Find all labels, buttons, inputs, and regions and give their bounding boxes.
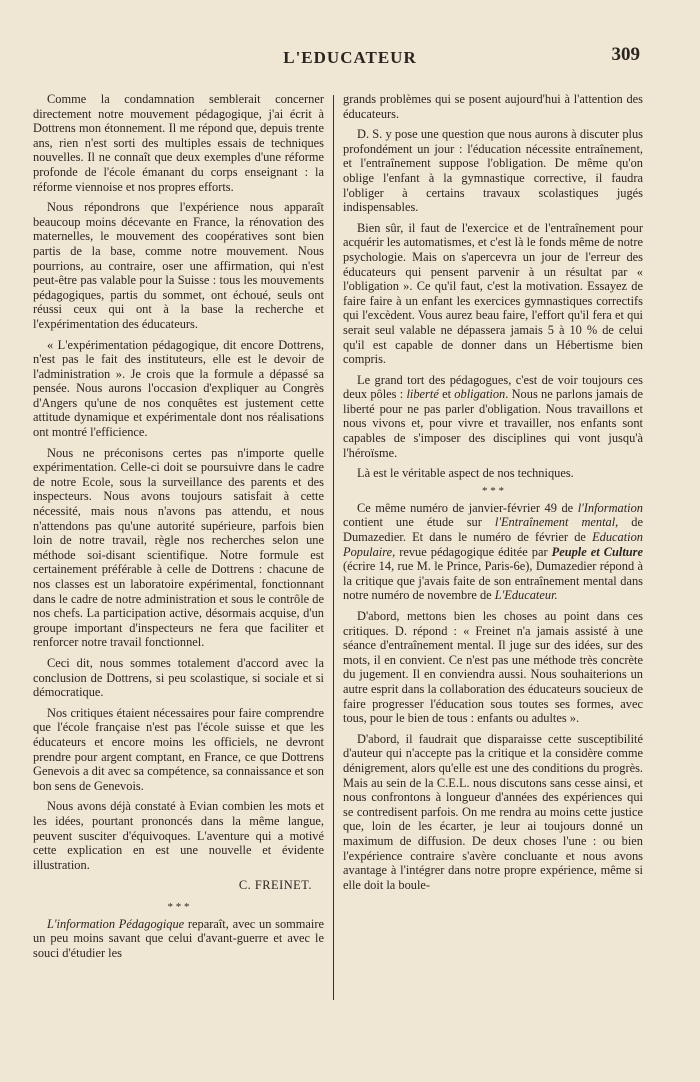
paragraph: D. S. y pose une question que nous aurons à discuter plus profondément un jour : l'éducation nécessite entraînement, et l'entraînement suppose l'obligation. De même qu'on oblige l'enfant à la gymnastique corrective, il faudra l'obliger à certains travaux scolastiques jugés indispensables. [343, 127, 643, 215]
left-column [33, 92, 324, 967]
paragraph-text: revue pédagogique éditée par [395, 544, 552, 559]
paragraph-text: de Dumazedier. Et dans le numéro de février de [343, 515, 644, 545]
paragraph: Nos critiques étaient nécessaires pour faire comprendre que l'école française n'est pas l'école suisse et que les éducateurs et encore moins les officiels, ne devront prendre pour argent comptant, en France, ce que Dottrens Genevois a dit avec sa compétence, sa connaissance et son bon sens de Genevois. [33, 705, 324, 793]
paragraph: « L'expérimentation pédagogique, dit encore Dottrens, n'est pas le fait des instituteurs, elle est le devoir de l'administration ». Je crois que la formule a dépassé sa pensée. Nous aurons l'occasion d'expliquer au Congrès d'Angers qu'une de nos conquêtes est justement cette attitude dynamique et expérimentale dont nos réalisations ont montré l'efficience. [33, 337, 324, 440]
paragraph: Bien sûr, il faut de l'exercice et de l'entraînement pour acquérir les automatismes, et c'est là le fonds même de notre psychologie. Mais on s'apercevra un jour de l'erreur des éducateurs qui pensent parvenir à un résultat par « l'obligation ». Ce qu'il faut, c'est la motivation. Essayez de faire faire à un enfant les exercices gymnastiques correctifs qui l'excèdent. Vous aurez beau faire, l'effort qu'il fera et qui serait seul valable ne dépassera jamais 5 à 10 % de celui qu'il est capable de donner dans un Hébertisme bien compris. [343, 220, 643, 367]
publication-title: l'Entraînement mental, [494, 515, 619, 530]
paragraph-text: Ce même numéro de janvier-février 49 de [357, 500, 578, 515]
paragraph-text: reparaît, avec un sommaire un peu moins savant que celui d'avant-guerre et avec le souci d'étudier les [33, 916, 324, 961]
publication-title: l'Information [577, 500, 643, 515]
publication-title: Education Populaire, [343, 530, 643, 559]
paragraph-text: Le grand tort des pédagogues, c'est de voir toujours ces deux pôles : [343, 372, 643, 402]
page-number: 309 [611, 44, 640, 65]
page-header [0, 44, 700, 74]
paragraph [343, 501, 643, 603]
paragraph: D'abord, mettons bien les choses au point dans ces critiques. D. répond : « Freinet n'a jamais assisté à une séance d'entraînement mental. Il juge sur des idées, sur des mots, il en convient. Ce n'est pas une méthode très concrète du jugement. Il en conviendra aussi. Nous souhaiterions un autre esprit dans la collaboration des éducateurs soucieux de faire progresser l'éducation sous toutes ses formes, avec tous, pour le bien de tous : enfants ou adultes ». [343, 609, 643, 726]
signature [33, 878, 324, 893]
paragraph-text: contient une étude sur [343, 515, 495, 530]
paragraph-text: et [438, 387, 455, 402]
right-column [343, 92, 643, 898]
paragraph: Ceci dit, nous sommes totalement d'accord avec la conclusion de Dottrens, si peu scolastique, si sociale et si démocratique. [33, 655, 324, 700]
paragraph: Nous ne préconisons certes pas n'importe quelle expérimentation. Celle-ci doit se poursuivre dans le cadre de notre Ecole, sous la surveillance des parents et des inspecteurs. Nous avons toujours satisfait à cette nécessité, mais nous n'avons pas attendu, et nous n'attendons pas qu'une autorité supérieure, parfois bien loin de notre travail, règle nos recherches selon une méthode soi-disant scientifique. Notre formule est certainement préférable à celle de Dottrens : chacune de nos classes est un laboratoire expérimental, fonctionnant dans le cadre de notre administration et sous le contrôle de nos chefs. La participation active, désormais acquise, d'un groupe important d'inspecteurs ne fera que faciliter et renforcer notre travail fonctionnel. [33, 445, 324, 650]
emphasis-obligation: obligation [454, 387, 506, 402]
section-separator: * * * [167, 900, 190, 913]
paragraph: Nous avons déjà constaté à Evian combien les mots et les idées, pourtant prononcés dans la même langue, peuvent susciter d'équivoques. L'aventure qui a motivé cette explication en est une nouvelle et évidente illustration. [33, 799, 324, 872]
emphasis-liberte: liberté [406, 387, 439, 402]
journal-title: L'EDUCATEUR [283, 48, 417, 67]
paragraph [33, 917, 324, 961]
paragraph [343, 373, 643, 461]
paragraph: Nous répondrons que l'expérience nous apparaît beaucoup moins décevante en France, la rénovation des maternelles, le mouvement des coopératives sont bien partis de la base, comme notre mouvement. Nous pourrions, au contraire, oser une affirmation, qui n'est peut-être pas valable pour la Suisse : tous les mouvements pédagogiques, partis du sommet, ont échoué, seuls ont réussi ceux qui ont à la base la recherche et l'expérimentation des éducateurs. [33, 200, 324, 331]
publication-title: L'Educateur. [494, 588, 558, 603]
paragraph-text: (écrire 14, rue M. le Prince, Paris-6e), Dumazedier répond à la critique que j'avais faite de son entraînement mental dans notre numéro de novembre de [343, 559, 643, 603]
column-divider [333, 95, 334, 1000]
paragraph: D'abord, il faudrait que disparaisse cette susceptibilité d'auteur qui n'accepte pas la critique et la considère comme dénigrement, alors qu'elle est une des conditions du progrès. Mais au sein de la C.E.L. nous discutons sans cesse ainsi, et nous confrontons à longueur d'années des expériences qui se contredisent parfois. On me rendra au moins cette justice que, loin de les écarter, je leur ai toujours donné un maximum de diffusion. De deux choses l'une : ou bien l'expérience contraire s'avère concluante et nous avons avantage à l'intégrer dans notre propre expérience, même si elle doit la boule- [343, 731, 643, 892]
signature-text: C. FREINET. [238, 878, 312, 893]
paragraph: Comme la condamnation semblerait concerner directement notre mouvement pédagogique, j'ai écrit à Dottrens mon étonnement. Il me répond que, depuis trente ans, rien n'est sorti des multiples essais de techniques nouvelles. Il ne connaît que deux exemples d'une réforme profonde de l'école émanant du corps enseignant : la réforme viennoise et nos propres efforts. [33, 92, 324, 194]
paragraph: Là est le véritable aspect de nos techniques. [357, 466, 574, 481]
publication-title: Peuple et Culture [551, 544, 643, 559]
section-separator: * * * [482, 484, 504, 497]
paragraph-text: . Nous ne parlons jamais de liberté pour ne pas parler d'obligation. Nous travaillons et nous vivons et, pour vivre et travailler, nos enfants sont capables de s'imposer des disciplines qui vont jusqu'à l'héroïsme. [343, 387, 644, 460]
publication-title: L'information Pédagogique [47, 916, 185, 931]
paragraph: grands problèmes qui se posent aujourd'hui à l'attention des éducateurs. [343, 92, 643, 121]
